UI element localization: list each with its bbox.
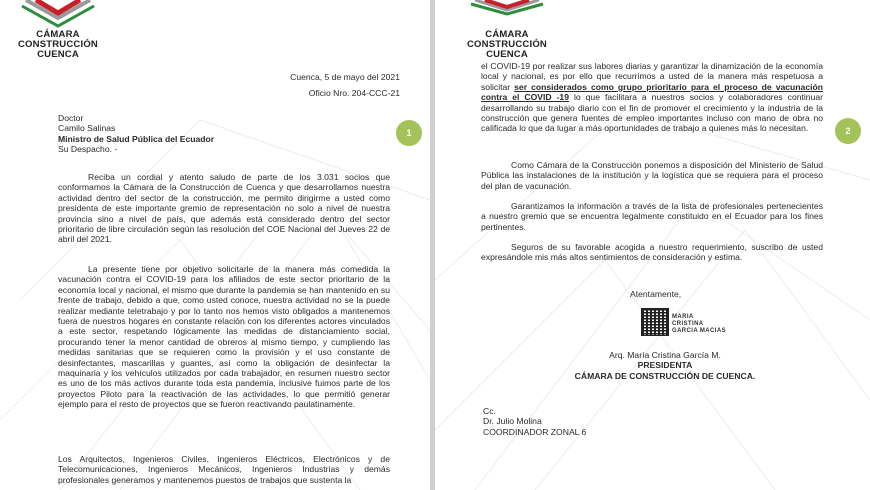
cc-label: Cc. (483, 406, 496, 416)
continuation-text-start: el COVID-19 por realizar sus labores diarias y garantizar la dinamización de la economía local y nacional, es por ello que recurrimos a usted de la manera más respetuosa a solicitar (481, 61, 823, 92)
paragraph-professionals: Los Arquitectos, Ingenieros Civiles, Ingenieros Eléctricos, Electrónicos y de Telecomunicaciones, Ingenieros Mecánicos, Ingenieros Industrias y demás profesionales generamos y mantenemos puestos de trabajos que sustenta la (58, 454, 390, 485)
recipient-block (58, 113, 338, 155)
chamber-logo (457, 0, 557, 60)
office-number: Oficio Nro. 204-CCC-21 (308, 88, 400, 98)
continuation-text-end: lo que facilitara a nuestros socios y colaboradores continuar desarrollando su trabajo diario con el fin de promover el crecimiento y la industria de la construcción que genera fuentes de empleo importantes incluso con mano de obra no calificada lo que da lugar a más oportunidades de trabajo a quienes más lo necesitan. (481, 92, 823, 134)
paragraph-greeting: Reciba un cordial y atento saludo de parte de los 3.031 socios que conformamos la Cámara de la Construcción de Cuenca y que desarrollamos nuestra actividad dentro del sector de la construcción, me permito dirigirme a usted como presidenta de este importante gremio de representación no solo a nivel de nuestra provincia sino a nivel de país, que además está considerado dentro del sector prioritario de libre circulación según las resolución del COE Nacional del Jueves 22 de abril del 2021. (58, 172, 390, 245)
cc-name: Dr. Julio Molina (483, 416, 542, 427)
signer-organization: CÁMARA DE CONSTRUCCIÓN DE CUENCA. (574, 371, 756, 381)
closing-salutation: Atentamente, (630, 289, 682, 299)
logo-mark-icon (457, 0, 557, 16)
stamp-line-3: GARCIA MACIAS (672, 328, 726, 334)
recipient-closing: Su Despacho. - (58, 144, 118, 155)
logo-line-1: CÁMARA (36, 29, 80, 40)
recipient-name: Camilo Salinas (58, 123, 116, 134)
page-number-badge: 2 (835, 118, 861, 144)
letter-date: Cuenca, 5 de mayo del 2021 (290, 72, 400, 82)
priority-group-emphasis: ser considerados como grupo prioritario para el proceso de vacunación contra el COVID -19 (481, 81, 823, 103)
paragraph-request: La presente tiene por objetivo solicitarle de la manera más comedida la vacunación contra el COVID-19 para los afiliados de este sector prioritario de la economía local y nacional, el mismo que durante la pandemia se han mantenido en su frente de trabajo, debido a que, como usted conoce, nuestra actividad no se la puede realizar mediante teletrabajo y por lo tanto nos hemos visto obligados a mantenemos fuera de nuestros hogares en constante relación con los diferentes actores vinculados a este sector, respetando lógicamente las medidas de distanciamiento social, procurando tener la menor cantidad de obreros al mismo tiempo, y cumpliendo las medidas sanitarias que se requieren como la provisión y el uso constante de desinfectantes, mascarillas y guantes, así como la obligación de desinfectar la maquinaria y los vehículos utilizados por cada trabajador, en resumen nuestro sector es uno de los más activos durante toda esta pandemia, inclusive fuimos parte de los proyectos Piloto para la reactivación de las actividades, lo que permitió generar ejemplo para el resto de proyectos que se fueron reactivando paulatinamente. (58, 264, 390, 410)
page-number-badge: 1 (396, 120, 422, 146)
paragraph-guarantee: Garantizamos la información a través de la lista de profesionales pertenecientes a nuestro gremio que se encuentra legalmente constituido en el Ecuador para los fines pertinentes. (481, 201, 823, 232)
logo-line-3: CUENCA (37, 49, 79, 60)
stamp-line-1: MARIA (672, 314, 694, 320)
recipient-institution: Ministro de Salud Pública del Ecuador (58, 133, 215, 144)
logo-line-2: CONSTRUCCIÓN (18, 39, 98, 50)
cc-title: COORDINADOR ZONAL 6 (483, 426, 587, 437)
stamp-line-2: CRISTINA (672, 321, 704, 327)
signature-stamp-text (672, 314, 726, 335)
chamber-logo (8, 0, 108, 60)
logo-line-3: CUENCA (486, 49, 528, 60)
letter-page-2 (435, 0, 870, 490)
signature-qr-code (641, 308, 669, 336)
logo-line-2: CONSTRUCCIÓN (467, 39, 547, 50)
paragraph-farewell: Seguros de su favorable acogida a nuestro requerimiento, suscribo de usted expresándole mis más altos sentimientos de consideración y estima. (481, 242, 823, 263)
cc-block (483, 406, 586, 437)
signer-title: PRESIDENTA (637, 360, 693, 370)
logo-line-1: CÁMARA (485, 29, 529, 40)
logo-mark-icon (8, 0, 108, 30)
paragraph-facilities: Como Cámara de la Construcción ponemos a disposición del Ministerio de Salud Pública las instalaciones de la institución y la logística que se requiera para el proceso del plan de vacunación. (481, 160, 823, 191)
signer-name: Arq. María Cristina García M. (609, 350, 721, 360)
paragraph-continuation (481, 61, 823, 134)
recipient-title: Doctor (58, 113, 84, 123)
letter-page-1 (0, 0, 430, 490)
